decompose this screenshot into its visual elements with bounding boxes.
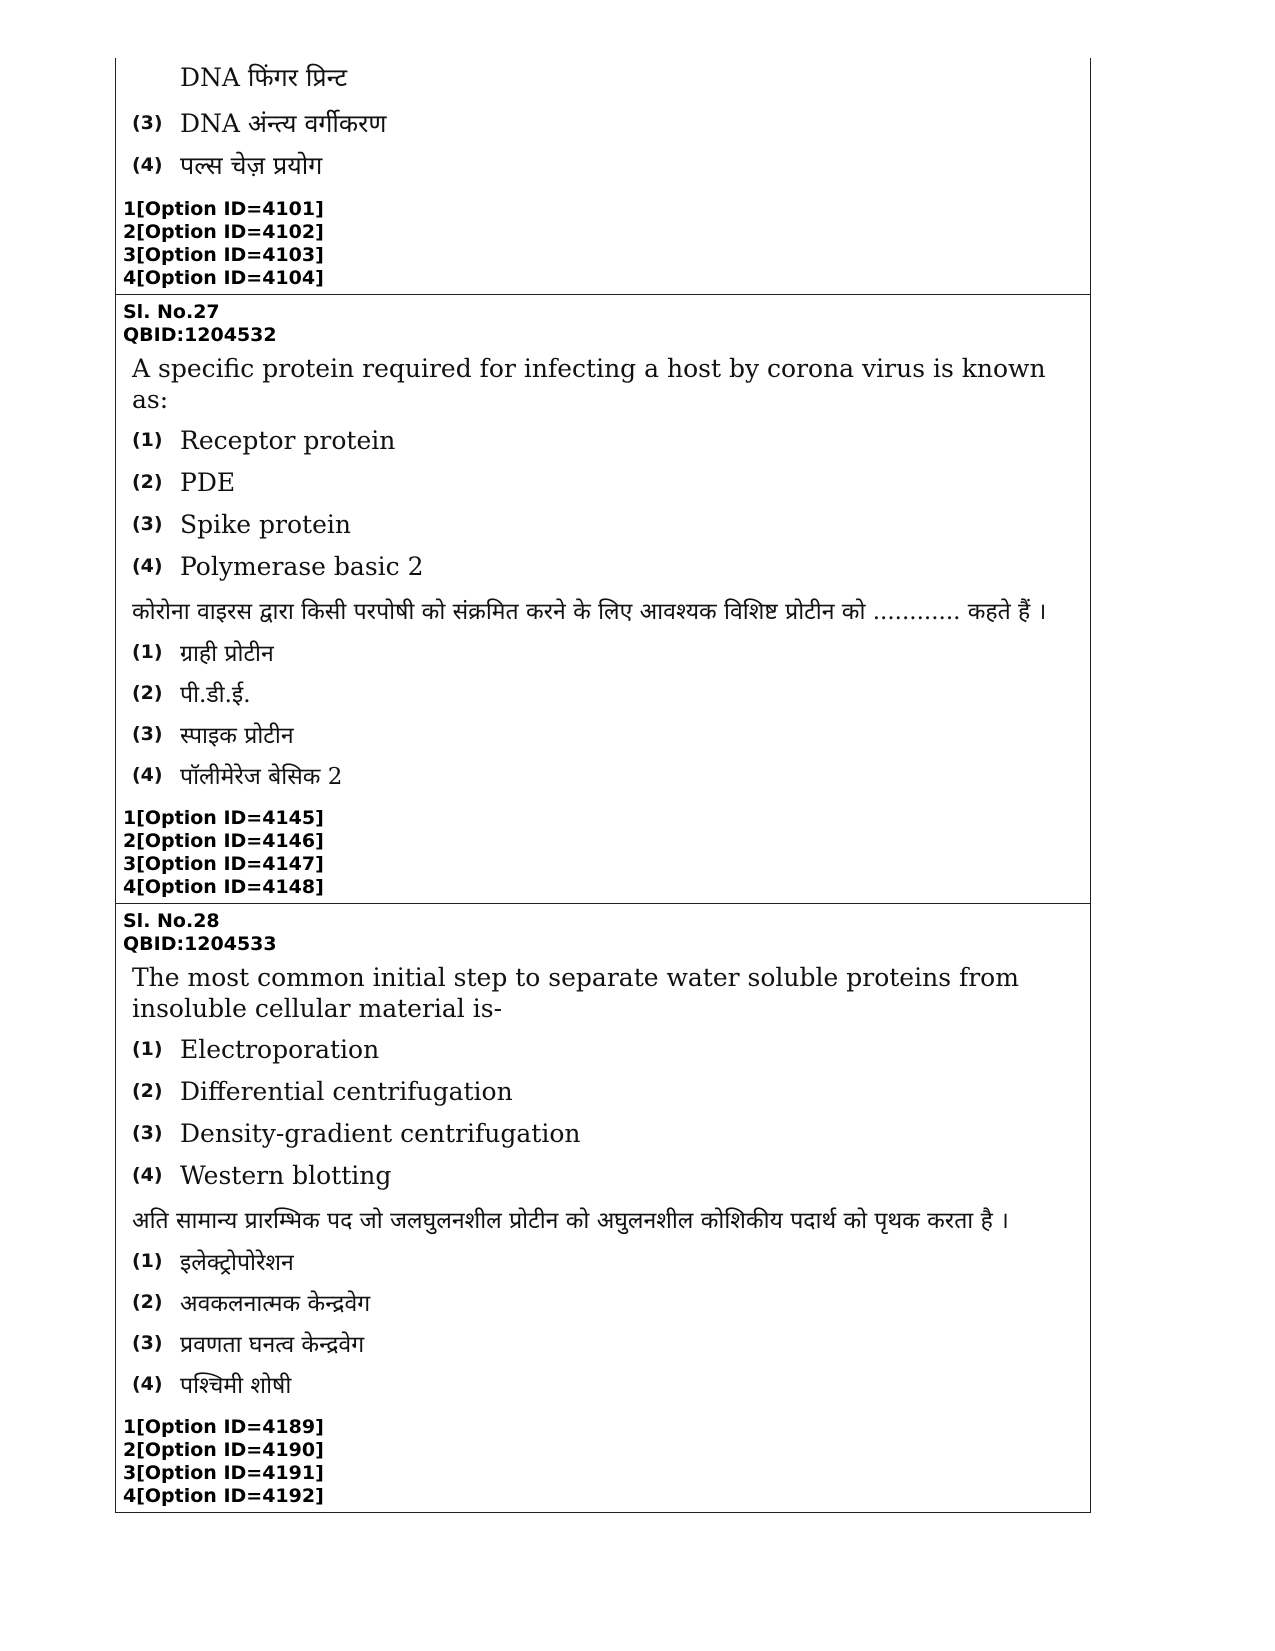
option-number: (2) xyxy=(132,681,163,704)
option-item xyxy=(132,672,1082,713)
option-text: पल्स चेज़ प्रयोग xyxy=(180,151,323,180)
option-item xyxy=(132,1112,1082,1154)
question-bank-id: QBID:1204532 xyxy=(123,324,277,346)
option-id-list xyxy=(123,1416,1082,1508)
option-number: (3) xyxy=(132,513,163,535)
option-item xyxy=(132,754,1082,795)
question-stem-hindi: अति सामान्य प्रारम्भिक पद जो जलघुलनशील प्रोटीन को अघुलनशील कोशिकीय पदार्थ को पृथक करता है । xyxy=(132,1208,1009,1234)
option-text: DNA अंन्त्य वर्गीकरण xyxy=(180,109,387,138)
option-item xyxy=(132,1028,1082,1070)
option-number: (1) xyxy=(132,1038,163,1060)
option-id: 3[Option ID=4191] xyxy=(123,1462,324,1484)
option-item xyxy=(132,1363,1082,1404)
option-number: (2) xyxy=(132,471,163,493)
option-text: Density-gradient centrifugation xyxy=(180,1118,581,1148)
option-number: (4) xyxy=(132,1164,163,1186)
option-item xyxy=(132,1322,1082,1363)
option-id: 2[Option ID=4190] xyxy=(123,1439,324,1461)
option-number: (4) xyxy=(132,555,163,577)
option-number: (4) xyxy=(132,1372,163,1395)
option-text: PDE xyxy=(180,467,236,497)
option-text: Electroporation xyxy=(180,1034,380,1064)
question-bank-id: QBID:1204533 xyxy=(123,933,277,955)
option-item xyxy=(132,1281,1082,1322)
option-text: अवकलनात्मक केन्द्रवेग xyxy=(180,1290,371,1317)
serial-number: Sl. No.28 xyxy=(123,910,220,932)
option-item xyxy=(132,1240,1082,1281)
option-text: स्पाइक प्रोटीन xyxy=(180,722,294,749)
option-number: (3) xyxy=(132,112,163,134)
question-block-27 xyxy=(116,294,1090,903)
option-text: ग्राही प्रोटीन xyxy=(180,640,274,667)
option-number: (4) xyxy=(132,763,163,786)
option-text: पॉलीमेरेज बेसिक 2 xyxy=(180,763,343,790)
option-id: 4[Option ID=4192] xyxy=(123,1485,324,1507)
option-number: (2) xyxy=(132,1080,163,1102)
option-number: (3) xyxy=(132,722,163,745)
question-stem-english: A specific protein required for infecting a host by corona virus is known as: xyxy=(132,354,1046,414)
option-number: (3) xyxy=(132,1331,163,1354)
option-number: (1) xyxy=(132,1249,163,1272)
option-item xyxy=(132,545,1082,587)
option-item xyxy=(132,461,1082,503)
option-id: 2[Option ID=4146] xyxy=(123,830,324,852)
question-paper xyxy=(115,58,1091,1513)
option-text: Differential centrifugation xyxy=(180,1076,513,1106)
option-text: इलेक्ट्रोपोरेशन xyxy=(180,1249,294,1276)
question-continuation xyxy=(116,58,1090,294)
option-item xyxy=(132,1154,1082,1196)
option-text: प्रवणता घनत्व केन्द्रवेग xyxy=(180,1331,365,1358)
option-text: Receptor protein xyxy=(180,425,396,455)
option-item xyxy=(132,713,1082,754)
option-id-list xyxy=(123,198,1082,290)
option-item xyxy=(132,144,1082,186)
option-id: 3[Option ID=4147] xyxy=(123,853,324,875)
option-item xyxy=(132,1070,1082,1112)
option-id: 4[Option ID=4148] xyxy=(123,876,324,898)
option-text: Spike protein xyxy=(180,509,351,539)
serial-number: Sl. No.27 xyxy=(123,301,220,323)
question-block-28 xyxy=(116,903,1090,1512)
option-item xyxy=(132,102,1082,144)
option-number: (1) xyxy=(132,429,163,451)
option-id: 1[Option ID=4101] xyxy=(123,198,324,220)
option-item xyxy=(132,631,1082,672)
option-text: Polymerase basic 2 xyxy=(180,551,424,581)
option-id: 4[Option ID=4104] xyxy=(123,267,324,289)
option-id: 2[Option ID=4102] xyxy=(123,221,324,243)
question-stem-english: The most common initial step to separate water soluble proteins from insoluble cellular material is- xyxy=(132,963,1019,1023)
option-text: Western blotting xyxy=(180,1160,392,1190)
option-id: 1[Option ID=4145] xyxy=(123,807,324,829)
option-item xyxy=(132,503,1082,545)
option-text: पश्चिमी शोषी xyxy=(180,1372,292,1399)
option-number: (1) xyxy=(132,640,163,663)
option-id-list xyxy=(123,807,1082,899)
question-stem-hindi: कोरोना वाइरस द्वारा किसी परपोषी को संक्रमित करने के लिए आवश्यक विशिष्ट प्रोटीन को ............ कहते हैं । xyxy=(132,599,1047,625)
option-text: पी.डी.ई. xyxy=(180,681,251,708)
continued-option-text: DNA फिंगर प्रिन्ट xyxy=(180,63,348,92)
option-number: (3) xyxy=(132,1122,163,1144)
option-item xyxy=(132,419,1082,461)
option-id: 3[Option ID=4103] xyxy=(123,244,324,266)
option-number: (2) xyxy=(132,1290,163,1313)
option-number: (4) xyxy=(132,154,163,176)
option-id: 1[Option ID=4189] xyxy=(123,1416,324,1438)
